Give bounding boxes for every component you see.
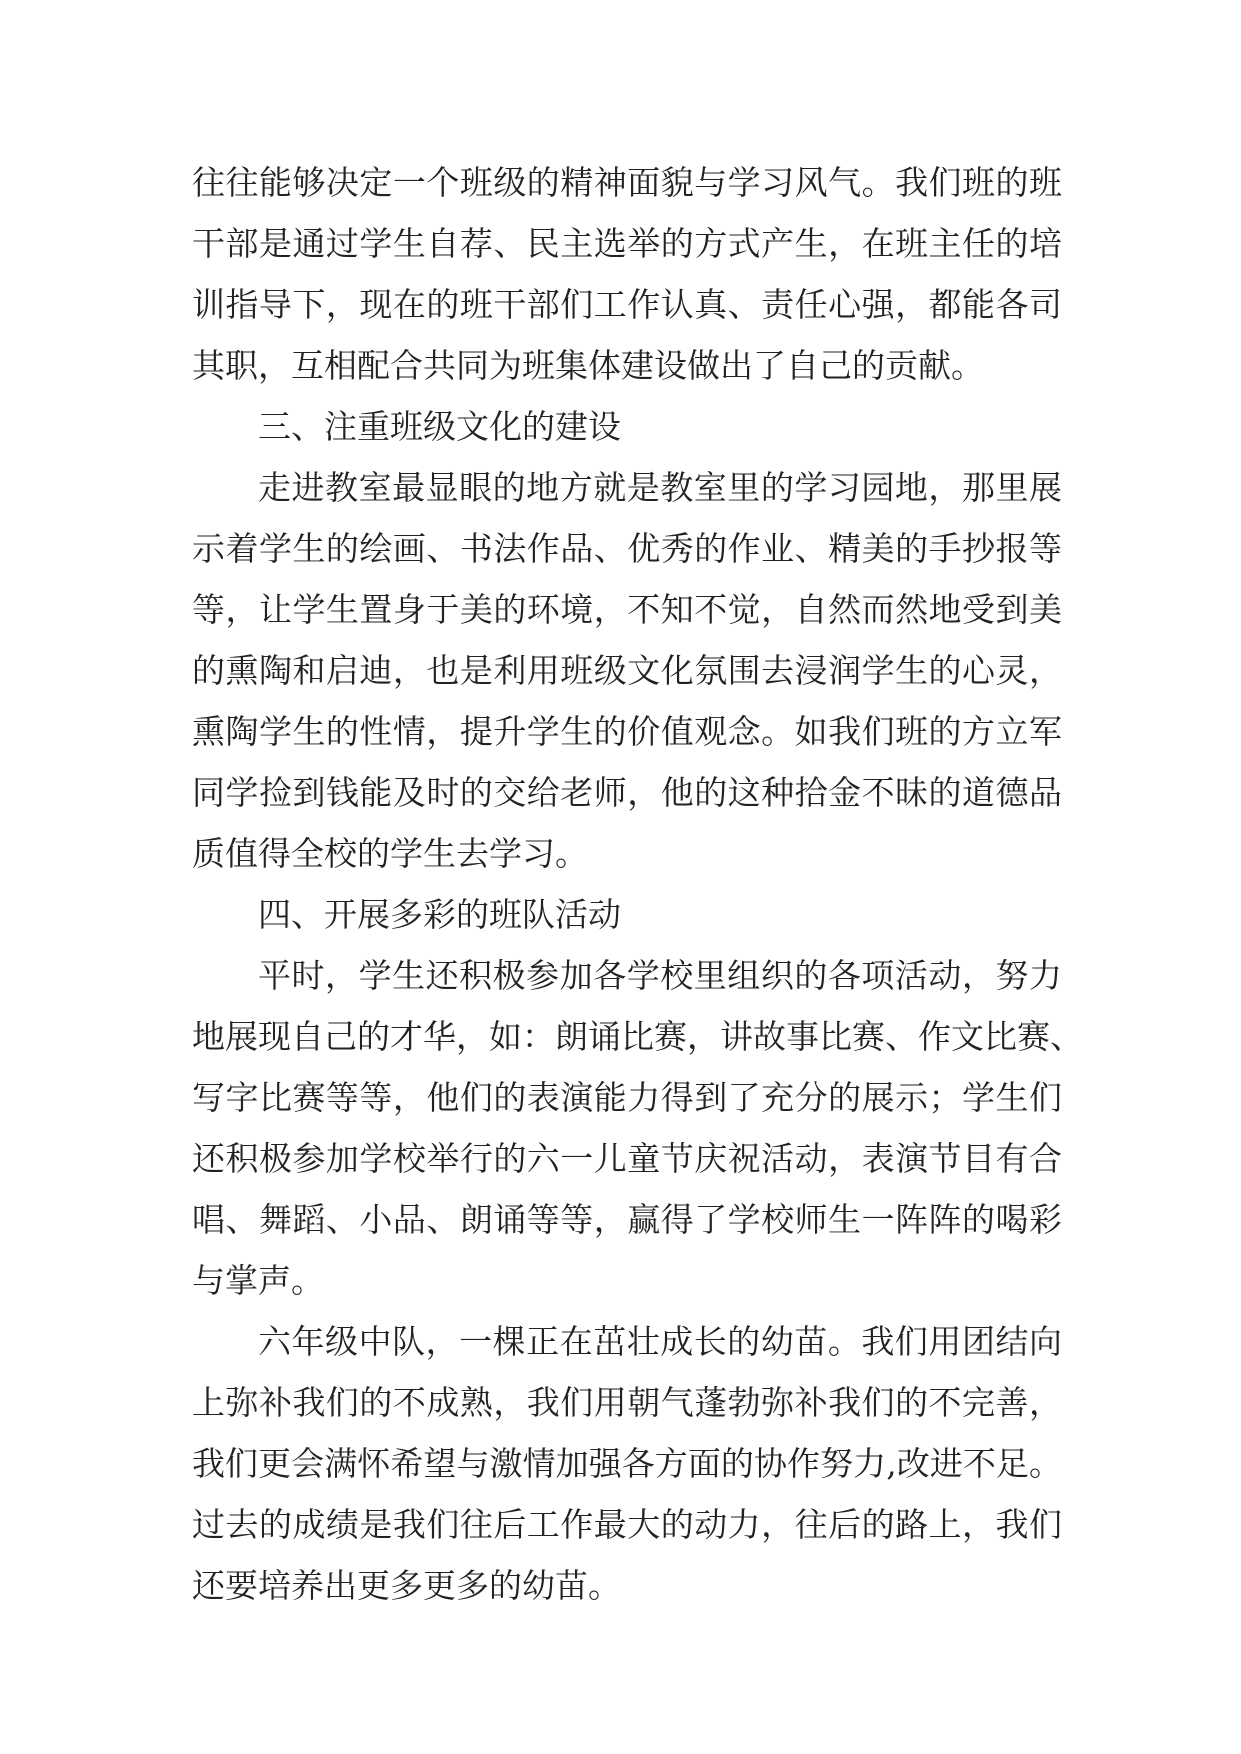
text-line: 同学捡到钱能及时的交给老师，他的这种拾金不昧的道德品 [192, 773, 1062, 812]
text-line: 唱、舞蹈、小品、朗诵等等，赢得了学校师生一阵阵的喝彩 [192, 1200, 1062, 1239]
text-line: 等，让学生置身于美的环境，不知不觉，自然而然地受到美 [192, 590, 1062, 629]
text-line: 我们更会满怀希望与激情加强各方面的协作努力,改进不足。 [192, 1444, 1062, 1483]
document-body [192, 152, 1083, 1616]
text-line: 写字比赛等等，他们的表演能力得到了充分的展示；学生们 [192, 1078, 1062, 1117]
text-line: 平时，学生还积极参加各学校里组织的各项活动，努力 [258, 956, 1062, 995]
text-line: 往往能够决定一个班级的精神面貌与学习风气。我们班的班 [192, 163, 1062, 202]
text-line: 训指导下，现在的班干部们工作认真、责任心强，都能各司 [192, 285, 1062, 324]
text-line: 质值得全校的学生去学习。 [192, 834, 588, 873]
text-line: 与掌声。 [192, 1261, 324, 1300]
text-line: 示着学生的绘画、书法作品、优秀的作业、精美的手抄报等 [192, 529, 1062, 568]
text-line: 还积极参加学校举行的六一儿童节庆祝活动，表演节目有合 [192, 1139, 1062, 1178]
section-heading: 四、开展多彩的班队活动 [258, 895, 621, 934]
text-line: 还要培养出更多更多的幼苗。 [192, 1566, 621, 1605]
text-line: 地展现自己的才华，如：朗诵比赛，讲故事比赛、作文比赛、 [192, 1017, 1083, 1056]
text-line: 过去的成绩是我们往后工作最大的动力，往后的路上，我们 [192, 1505, 1062, 1544]
text-line: 熏陶学生的性情，提升学生的价值观念。如我们班的方立军 [192, 712, 1062, 751]
text-line: 的熏陶和启迪，也是利用班级文化氛围去浸润学生的心灵， [192, 651, 1062, 690]
text-line: 走进教室最显眼的地方就是教室里的学习园地，那里展 [258, 468, 1062, 507]
section-heading: 三、注重班级文化的建设 [258, 407, 621, 446]
text-line: 六年级中队，一棵正在茁壮成长的幼苗。我们用团结向 [258, 1322, 1062, 1361]
text-line: 其职，互相配合共同为班集体建设做出了自己的贡献。 [192, 346, 984, 385]
text-line: 干部是通过学生自荐、民主选举的方式产生，在班主任的培 [192, 224, 1062, 263]
text-line: 上弥补我们的不成熟，我们用朝气蓬勃弥补我们的不完善， [192, 1383, 1062, 1422]
